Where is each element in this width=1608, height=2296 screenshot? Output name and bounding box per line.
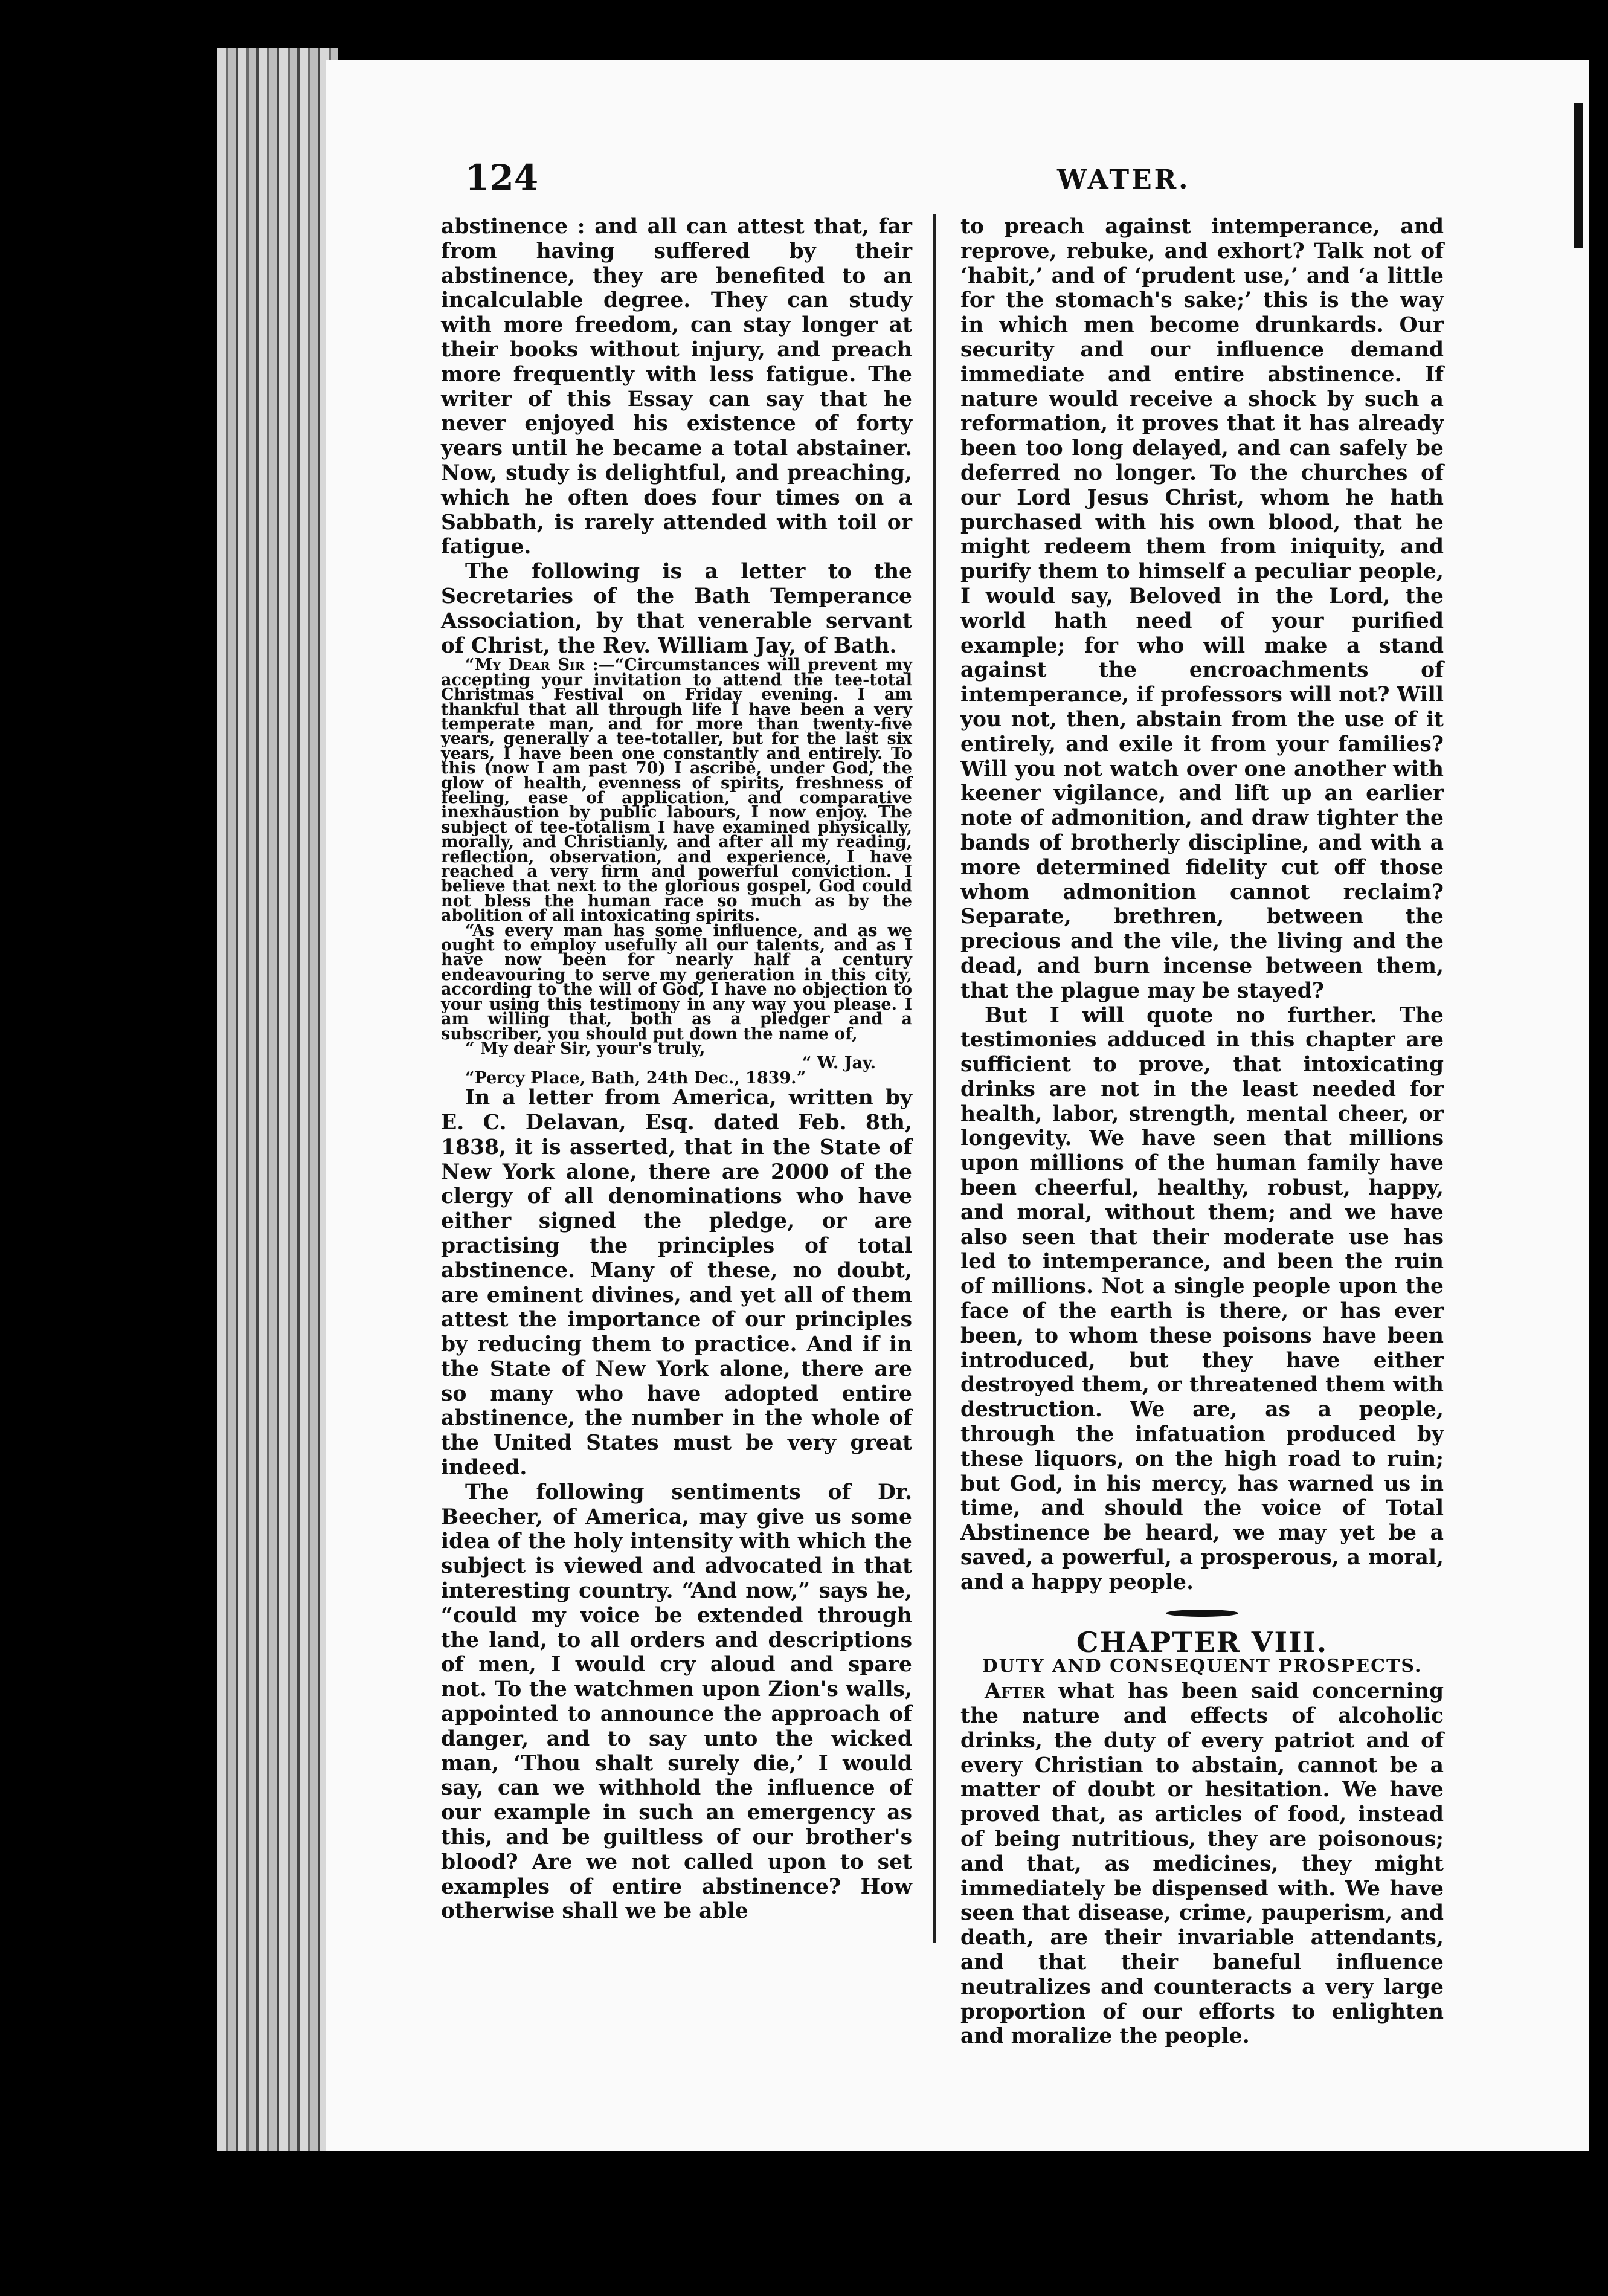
quoted-letter — [441, 658, 912, 1086]
page-edge-mark — [1574, 103, 1583, 248]
letter-closing: “ My dear Sir, your's truly, — [465, 1039, 706, 1058]
left-column — [441, 214, 912, 1924]
letter-paragraph — [441, 656, 912, 926]
paragraph-text: what has been said concerning the nature and effects of alcoholic drinks, the duty of every patriot and of every Christian to abstain, cannot be a matter of doubt or hesitation. We have proved that, as articles of food, instead of being nutritious, they are poisonous; and that, as medicines, they might immediately be dispensed with. We have seen that disease, crime, pauperism, and death, are their invariable attendants, and that their baneful influence neutralizes and counteracts a very large proportion of our efforts to enlighten and moralize the people. — [960, 1679, 1444, 2049]
drop-word: After — [985, 1679, 1045, 1704]
paragraph: abstinence : and all can attest that, far from having suffered by their abstinence, they are benefited to an incalculable degree. They can study with more freedom, can stay longer at their books without injury, and preach more frequently with less fatigue. The writer of this Essay can say that he never enjoyed his existence of forty years until he became a total abstainer. Now, study is delightful, and preaching, which he often does four times on a Sabbath, is rarely attended with toil or fatigue. — [441, 214, 912, 559]
letter-salutation: “My Dear Sir :— — [465, 656, 615, 675]
section-ornament — [1166, 1610, 1238, 1617]
page-number: 124 — [465, 157, 539, 198]
letter-place-date: “Percy Place, Bath, 24th Dec., 1839.” — [465, 1068, 806, 1088]
paragraph: The following is a letter to the Secretaries of the Bath Temperance Association, by that venerable servant of Christ, the Rev. William Jay, of Bath. — [441, 559, 912, 658]
paragraph: The following sentiments of Dr. Beecher, of America, may give us some idea of the holy intensity with which the subject is viewed and advocated in that interesting country. “And now,” says he, “could my voice be extended through the land, to all orders and descriptions of men, I would cry aloud and spare not. To the watchmen upon Zion's walls, appointed to announce the approach of danger, and to say unto the wicked man, ‘Thou shalt surely die,’ I would say, can we withhold the influence of our example in such an emergency as this, and be guiltless of our brother's blood? Are we not called upon to set examples of entire abstinence? How otherwise shall we be able — [441, 1480, 912, 1924]
chapter-title: CHAPTER VIII. — [1076, 1625, 1328, 1659]
letter-text: “Circumstances will prevent my accepting your invitation to attend the tee-total Christmas Festival on Friday evening. I am thankful that all through life I have been a very temperate man, and for more than twenty-five years, generally a tee-totaller, but for the last six years, I have been one constantly and entirely. To this (now I am past 70) I ascribe, under God, the glow of health, evenness of spirits, freshness of feeling, ease of application, and comparative inexhaustion by public labours, I now enjoy. The subject of tee-totalism I have examined physically, morally, and Christianly, and after all my reading, reflection, observation, and experience, I have reached a very firm and powerful conviction. I believe that next to the glorious gospel, God could not bless the human race so much as by the abolition of all intoxicating spirits. — [441, 656, 912, 926]
letter-paragraph: “As every man has some influence, and as we ought to employ usefully all our talents, and as I have now been for nearly half a century endeavouring to serve my generation in this city, according to the will of God, I have no objection to your using this testimony in any way you please. I am willing that, both as a pledger and a subscriber, you should put down the name of, — [441, 921, 912, 1043]
chapter-subtitle: DUTY AND CONSEQUENT PROSPECTS. — [982, 1656, 1423, 1677]
book-page — [326, 60, 1589, 2151]
book-page-edges — [217, 48, 338, 2151]
paragraph: In a letter from America, written by E. C. Delavan, Esq. dated Feb. 8th, 1838, it is asserted, that in the State of New York alone, there are 2000 of the clergy of all denominations who have either signed the pledge, or are practising the principles of total abstinence. Many of these, no doubt, are eminent divines, and yet all of them attest the importance of our principles by reducing them to practice. And if in the State of New York alone, there are so many who have adopted entire abstinence, the number in the whole of the United States must be very great indeed. — [441, 1086, 912, 1480]
paragraph: But I will quote no further. The testimonies adduced in this chapter are sufficient to prove, that intoxicating drinks are not in the least needed for health, labor, strength, mental cheer, or longevity. We have seen that millions upon millions of the human family have been cheerful, healthy, robust, happy, and moral, without them; and we have also seen that their moderate use has led to intemperance, and been the ruin of millions. Not a single people upon the face of the earth is there, or has ever been, to whom these poisons have been introduced, but they have either destroyed them, or threatened them with destruction. We are, as a people, through the infatuation produced by these liquors, on the high road to ruin; but God, in his mercy, has warned us in time, and should the voice of Total Abstinence be heard, we may yet be a saved, a powerful, a prosperous, a moral, and a happy people. — [960, 1003, 1444, 1595]
right-column — [960, 214, 1444, 2049]
letter-signature: “ W. Jay. — [802, 1054, 876, 1073]
running-title: WATER. — [1057, 164, 1191, 195]
column-divider — [933, 214, 936, 1943]
page-header — [465, 157, 1492, 205]
paragraph: to preach against intemperance, and reprove, rebuke, and exhort? Talk not of ‘habit,’ and of ‘prudent use,’ and ‘a little for the stomach's sake;’ this is the way in which men become drunkards. Our security and our influence demand immediate and entire abstinence. If nature would receive a shock by such a reformation, it proves that it has already been too long delayed, and can safely be deferred no longer. To the churches of our Lord Jesus Christ, whom he hath purchased with his own blood, that he might redeem them from iniquity, and purify them to himself a peculiar people, I would say, Beloved in the Lord, the world hath need of your purified example; for who will make a stand against the encroachments of intemperance, if professors will not? Will you not, then, abstain from the use of it entirely, and exile it from your families? Will you not watch over one another with keener vigilance, and lift up an earlier note of admonition, and draw tighter the bands of brotherly discipline, and with a more determined fidelity cut off those whom admonition cannot reclaim? Separate, brethren, between the precious and the vile, the living and the dead, and burn incense between them, that the plague may be stayed? — [960, 214, 1444, 1003]
paragraph — [960, 1679, 1444, 2049]
